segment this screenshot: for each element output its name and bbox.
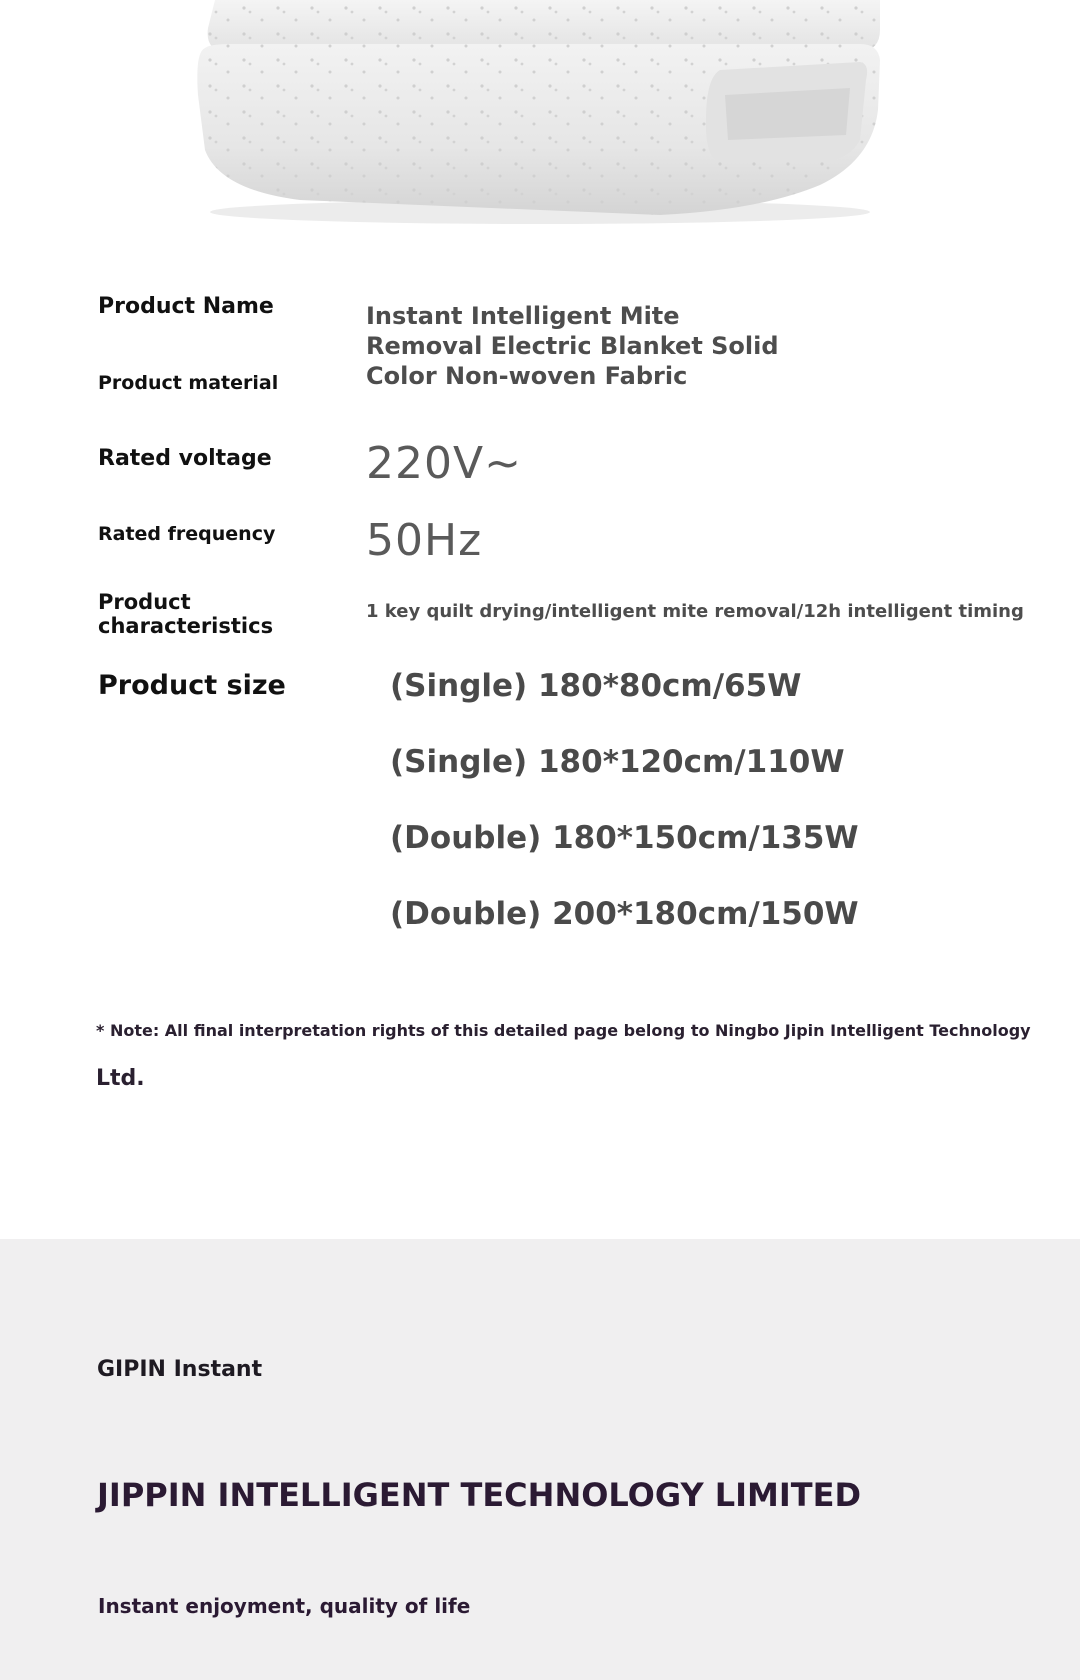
electric-blanket-image: [0, 0, 1080, 230]
product-name-label: Product Name: [98, 294, 274, 319]
product-name-value: Instant Intelligent Mite Removal Electric Blanket Solid Color Non-woven Fabric: [366, 302, 779, 390]
brand-slogan: Instant enjoyment, quality of life: [98, 1594, 471, 1618]
product-material-label: Product material: [98, 372, 279, 394]
rated-voltage-value: 220V~: [366, 438, 522, 489]
disclaimer-note-continuation: Ltd.: [96, 1066, 145, 1091]
size-option: (Single) 180*120cm/110W: [390, 744, 845, 780]
product-characteristics-value: 1 key quilt drying/intelligent mite removal/12h intelligent timing: [366, 601, 1024, 622]
disclaimer-note: * Note: All final interpretation rights of this detailed page belong to Ningbo Jipin Intelligent Technology: [96, 1021, 1031, 1040]
product-size-label: Product size: [98, 670, 286, 701]
rated-frequency-label: Rated frequency: [98, 523, 276, 545]
brand-name: GIPIN Instant: [97, 1357, 263, 1382]
size-option: (Single) 180*80cm/65W: [390, 668, 802, 704]
company-name: JIPPIN INTELLIGENT TECHNOLOGY LIMITED: [97, 1476, 862, 1514]
size-option: (Double) 180*150cm/135W: [390, 820, 859, 856]
rated-frequency-value: 50Hz: [366, 515, 483, 566]
size-option: (Double) 200*180cm/150W: [390, 896, 859, 932]
rated-voltage-label: Rated voltage: [98, 446, 272, 471]
product-characteristics-label: Product characteristics: [98, 590, 274, 639]
brand-footer: [0, 1239, 1080, 1680]
